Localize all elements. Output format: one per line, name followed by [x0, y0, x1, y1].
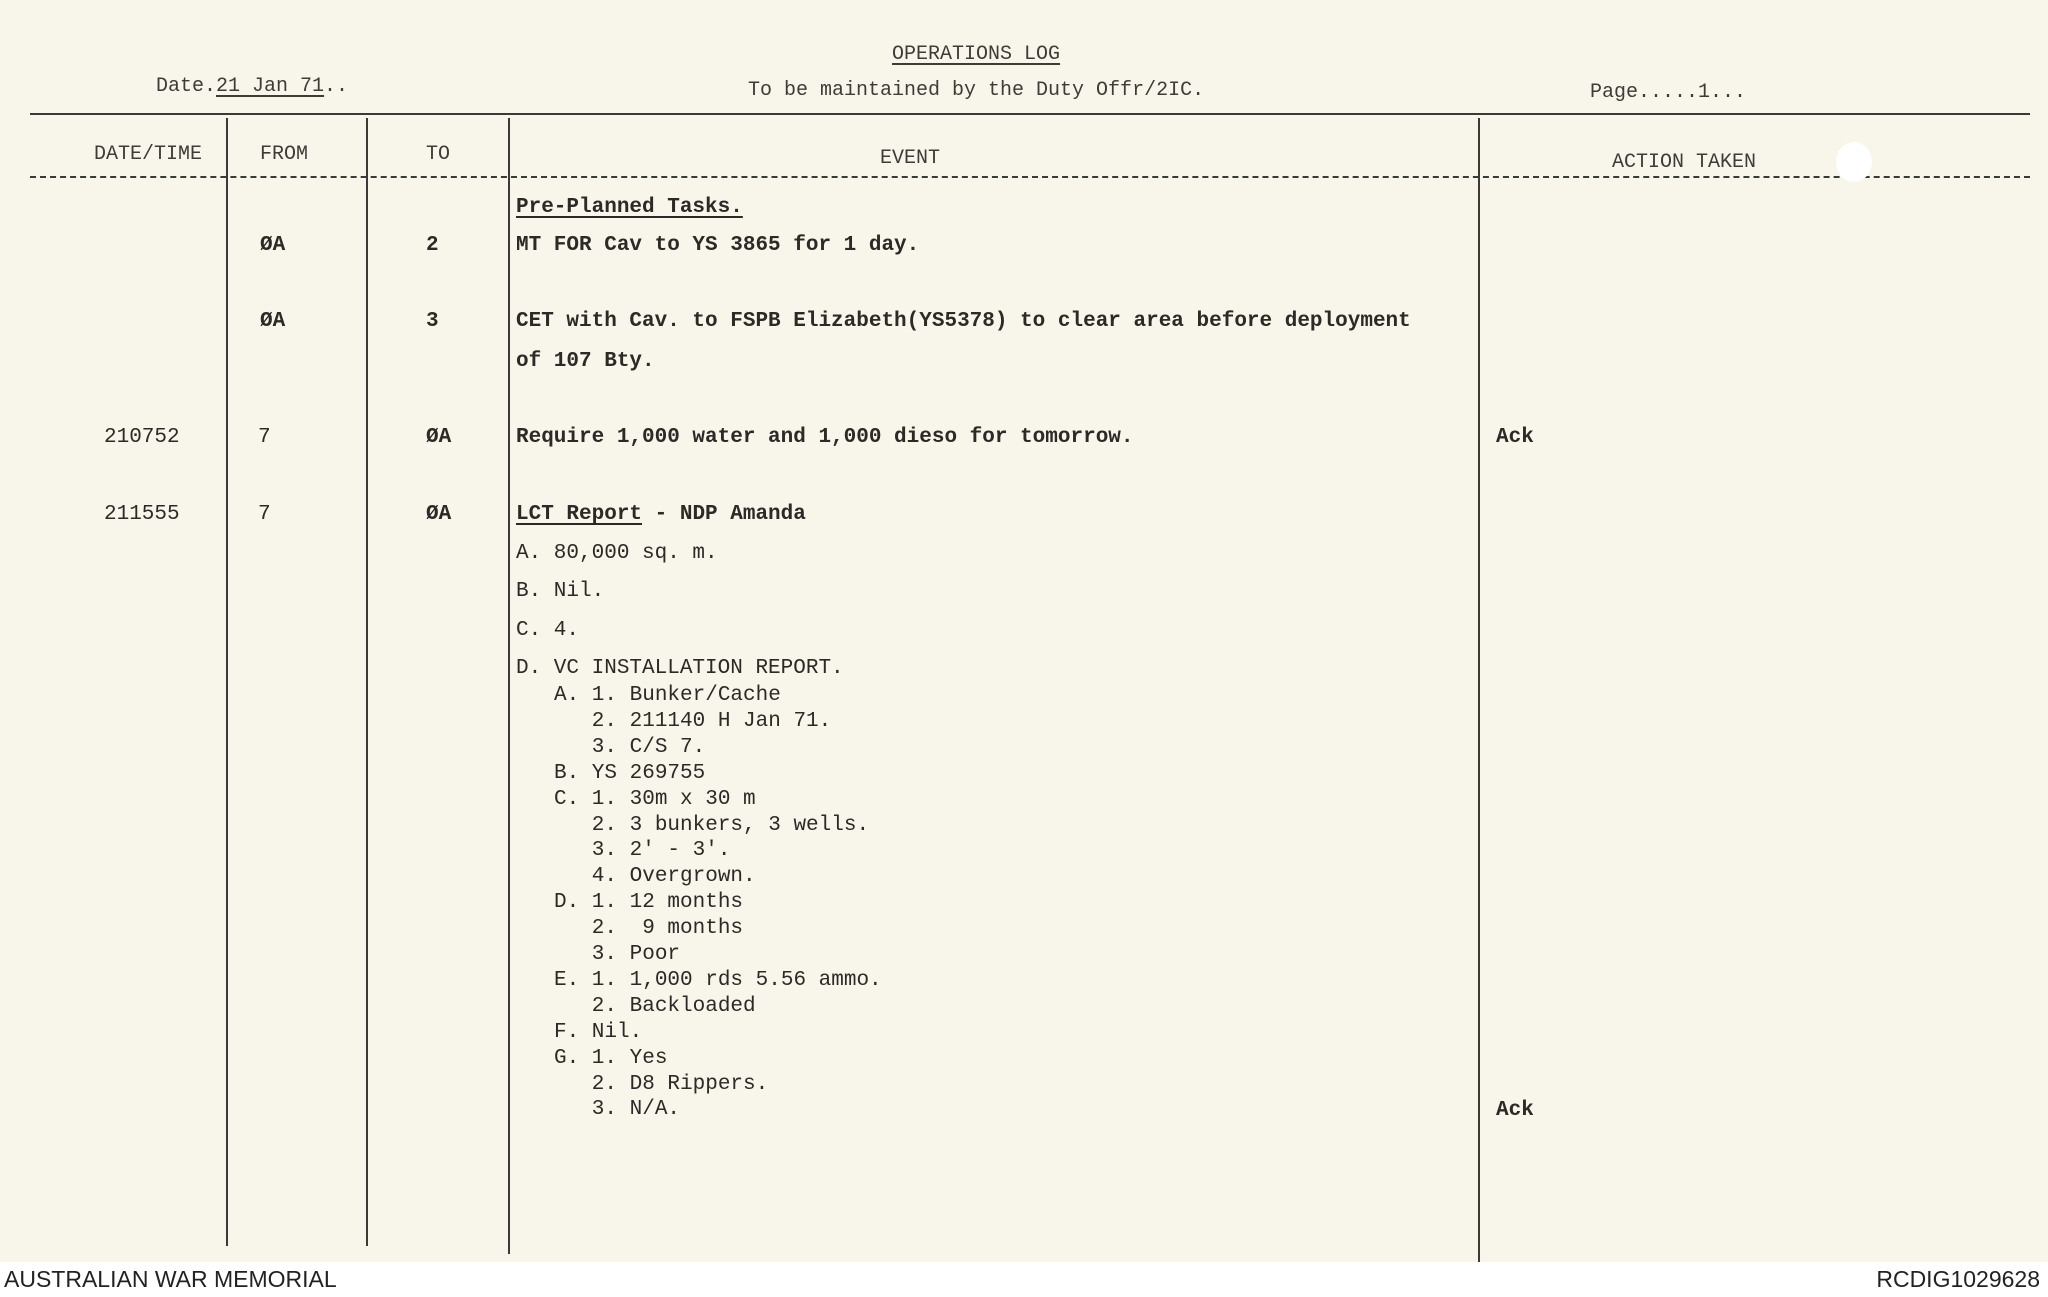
column-divider-2 — [366, 118, 368, 1246]
page-trail: ... — [1710, 81, 1747, 104]
entry-datetime: 210752 — [104, 426, 180, 449]
column-divider-4 — [1478, 118, 1480, 1262]
entry-from: ØA — [260, 234, 286, 257]
entry-event — [516, 502, 806, 528]
report-heading: LCT Report — [516, 503, 643, 526]
report-item-line: E. 1. 1,000 rds 5.56 ammo. — [554, 968, 882, 992]
entry-event: Pre-Planned Tasks. — [516, 196, 743, 219]
punch-hole — [1836, 142, 1872, 182]
report-item-line: 2. 3 bunkers, 3 wells. — [554, 813, 870, 837]
report-item-line: 4. Overgrown. — [554, 865, 756, 889]
header-bottom-rule — [30, 176, 2030, 178]
report-item-line: 3. N/A. — [554, 1098, 681, 1122]
report-item-line: B. YS 269755 — [554, 761, 706, 785]
entry-to: ØA — [426, 426, 452, 449]
col-header-datetime: DATE/TIME — [94, 143, 203, 166]
entry-event: CET with Cav. to FSPB Elizabeth(YS5378) to clear area before deployment — [516, 310, 1411, 333]
col-header-event: EVENT — [880, 147, 941, 170]
report-line: B. Nil. — [516, 580, 605, 603]
report-item-line: G. 1. Yes — [554, 1046, 668, 1070]
date-value: 21 Jan 71 — [216, 75, 325, 98]
column-divider-3 — [508, 118, 510, 1254]
column-divider-1 — [226, 118, 228, 1246]
report-item-line: 3. Poor — [554, 943, 681, 966]
entry-to: ØA — [426, 503, 452, 526]
footer-record-id: RCDIG1029628 — [1876, 1266, 2040, 1292]
col-header-from: FROM — [260, 143, 309, 166]
page-value: 1 — [1698, 81, 1711, 104]
page-title: OPERATIONS LOG — [892, 43, 1061, 66]
date-field — [156, 74, 348, 100]
entry-event: Require 1,000 water and 1,000 dieso for tomorrow. — [516, 426, 1134, 449]
report-location: - NDP Amanda — [642, 503, 806, 526]
report-line: D. VC INSTALLATION REPORT. — [516, 657, 844, 680]
page-label: Page..... — [1590, 81, 1699, 104]
report-item-line: 3. 2' - 3'. — [554, 839, 731, 863]
footer-archive-name: AUSTRALIAN WAR MEMORIAL — [4, 1266, 337, 1292]
col-header-to: TO — [426, 143, 451, 166]
report-item-line: C. 1. 30m x 30 m — [554, 787, 756, 811]
entry-datetime: 211555 — [104, 503, 180, 526]
entry-event: of 107 Bty. — [516, 350, 655, 373]
col-header-action: ACTION TAKEN — [1612, 151, 1757, 174]
header-top-rule — [30, 113, 2030, 115]
report-item-line: D. 1. 12 months — [554, 891, 744, 915]
date-trail: .. — [324, 75, 349, 98]
page-number-field — [1590, 80, 1746, 106]
report-line: A. 80,000 sq. m. — [516, 542, 718, 565]
report-item-line: A. 1. Bunker/Cache — [554, 684, 781, 707]
report-item-line: 2. Backloaded — [554, 994, 756, 1018]
report-item-line: 3. C/S 7. — [554, 735, 706, 759]
entry-to: 2 — [426, 234, 439, 257]
entry-from: 7 — [258, 426, 271, 449]
page-subtitle: To be maintained by the Duty Offr/2IC. — [748, 79, 1205, 102]
entry-from: 7 — [258, 503, 271, 526]
report-item-line: 2. D8 Rippers. — [554, 1072, 769, 1096]
entry-from: ØA — [260, 310, 286, 333]
entry-action: Ack — [1496, 426, 1534, 449]
date-label: Date. — [156, 75, 217, 98]
report-item-line: F. Nil. — [554, 1020, 643, 1044]
entry-event: MT FOR Cav to YS 3865 for 1 day. — [516, 234, 920, 257]
entry-to: 3 — [426, 310, 439, 333]
report-line: C. 4. — [516, 619, 580, 642]
entry-action: Ack — [1496, 1099, 1534, 1122]
report-item-line: 2. 211140 H Jan 71. — [554, 709, 832, 733]
report-item-line: 2. 9 months — [554, 917, 744, 941]
